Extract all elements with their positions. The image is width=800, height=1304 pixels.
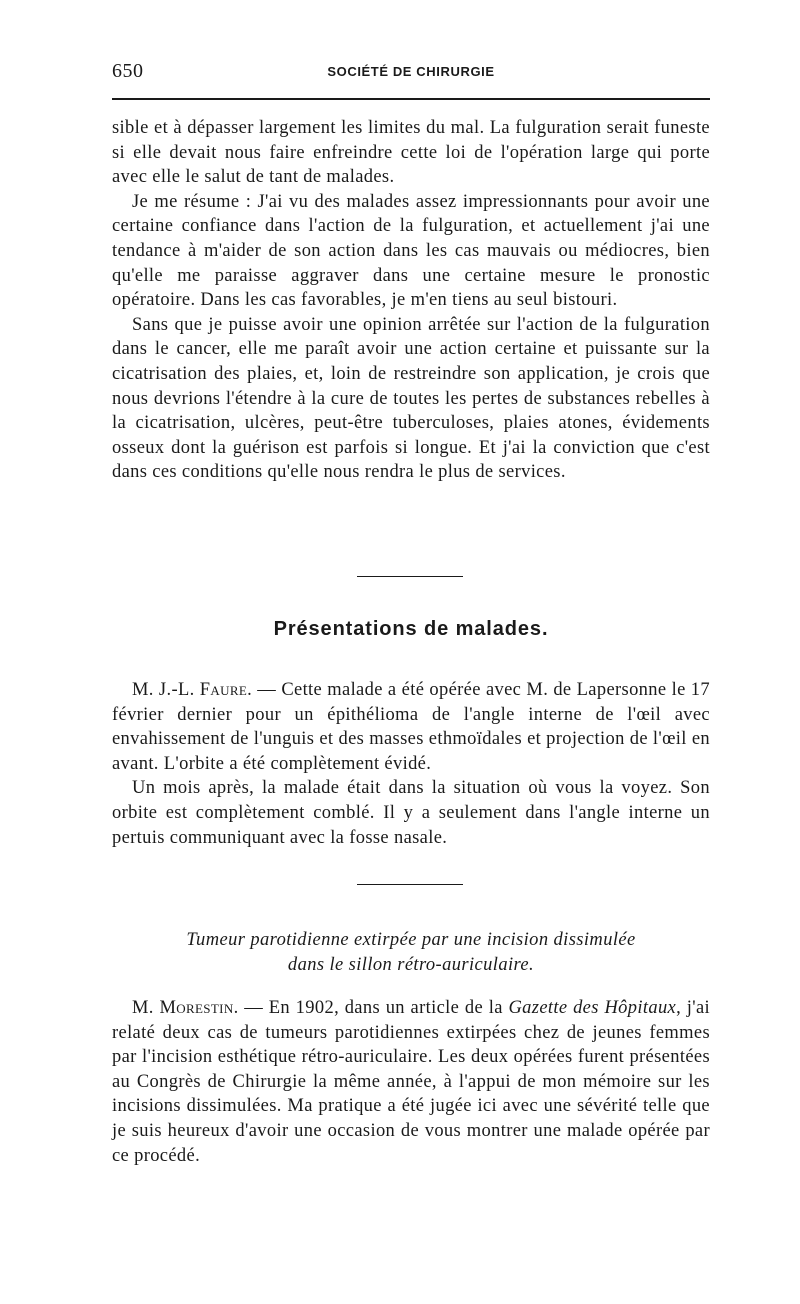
section-title: Présentations de malades. — [273, 618, 549, 640]
intro-paragraph-3: Sans que je puisse avoir une opinion arrêtée sur l'action de la fulguration dans le cancer, elle me paraît avoir une action certaine et puissante sur la cicatrisation des plaies, et, loin de restreindre son application, je crois que nous devrions l'étendre à la cure de toutes les pertes de substances rebelles à la cicatrisation, ulcères, peut-être tuberculoses, plaies atones, évidements osseux dont la guérison est parfois si longue. Et j'ai la conviction que c'est dans ces conditions qu'elle nous rendra le plus de services. — [112, 314, 710, 483]
page-header — [112, 60, 710, 86]
faure-paragraph-2: Un mois après, la malade était dans la situation où vous la voyez. Son orbite est complètement comblé. Il y a seulement dans l'angle interne un pertuis communiquant avec la fosse nasale. — [112, 778, 710, 848]
morestin-text-before: — En 1902, dans un article de la — [238, 998, 509, 1018]
intro-paragraph-1: sible et à dépasser largement les limites du mal. La fulguration serait funeste si elle devait nous faire enfreindre cette loi de l'opération large qui porte avec elle le salut de tant de malades. — [112, 118, 710, 188]
header-rule — [112, 98, 710, 100]
morestin-article — [112, 996, 710, 1168]
morestin-paragraph — [112, 996, 710, 1168]
separator-rule-1 — [357, 576, 463, 577]
journal-title: Gazette des Hôpitaux — [508, 998, 677, 1018]
intro-paragraph-2: Je me résume : J'ai vu des malades assez impressionnants pour avoir une certaine confiance dans l'action de la fulguration, et actuellement j'ai une tendance à m'aider de son action dans les cas mauvais ou médiocres, bien qu'elle me paraisse aggraver dans une certaine mesure le pronostic opératoire. Dans les cas favorables, je m'en tiens au seul bistouri. — [112, 191, 710, 311]
running-title: SOCIÉTÉ DE CHIRURGIE — [327, 64, 495, 79]
author-faure: M. J.-L. Faure. — [132, 680, 253, 700]
intro-text — [112, 116, 710, 485]
morestin-text-after: , j'ai relaté deux cas de tumeurs parotidiennes extirpées chez de jeunes femmes par l'incision esthétique rétro-auriculaire. Les deux opérées furent présentées au Congrès de Chirurgie la même année, à l'appui de mon mémoire sur les incisions dissimulées. Ma pratique a été jugée ici avec une sévérité telle que je suis heureux d'avoir une occasion de vous montrer une malade opérée par ce procédé. — [112, 998, 710, 1166]
author-morestin: M. Morestin. — [132, 998, 239, 1018]
page-number: 650 — [112, 60, 144, 82]
faure-paragraph-1 — [112, 678, 710, 776]
article-title-line-2: dans le sillon rétro-auriculaire. — [287, 955, 535, 975]
article-title — [112, 928, 710, 978]
faure-presentation — [112, 678, 710, 850]
separator-rule-2 — [357, 884, 463, 885]
article-title-line-1: Tumeur parotidienne extirpée par une incision dissimulée — [186, 930, 636, 950]
faure-text: — Cette malade a été opérée avec M. de Lapersonne le 17 février dernier pour un épithélioma de l'angle interne de l'œil avec envahissement de l'unguis et des masses ethmoïdales et projection de l'œil en avant. L'orbite a été complètement évidé. — [112, 680, 710, 774]
